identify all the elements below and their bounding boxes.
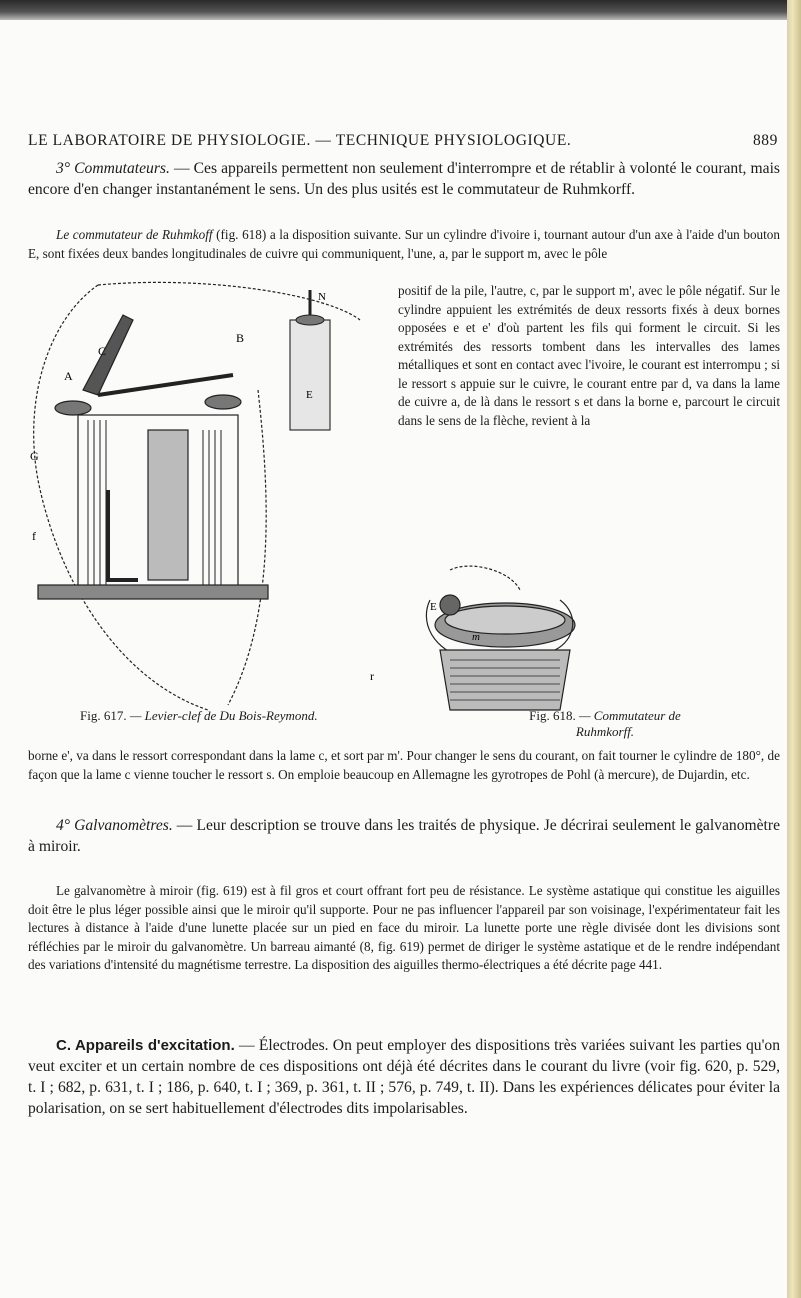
caption-fig-617-text: — Levier-clef de Du Bois-Reymond. bbox=[126, 708, 318, 723]
paragraph-ruhmkorff-end: borne e', va dans le ressort correspondant dans la lame c, et sort par m'. Pour changer le sens du courant, on fait tourner le cylindre de 180°, de façon que la lame c vienne toucher le ressort s. On emploie beaucoup en Allemagne les gyrotropes de Pohl (à mercure), de Dujardin, etc. bbox=[28, 748, 780, 782]
detail-label-e: E bbox=[306, 389, 313, 401]
binding-post bbox=[55, 401, 91, 415]
figure-617-detail bbox=[280, 280, 360, 450]
lever-handle bbox=[83, 315, 133, 395]
caption-fig-617-number: Fig. 617. bbox=[80, 708, 127, 723]
lever-arm bbox=[98, 375, 233, 395]
section-heading-excitation: C. Appareils d'excitation. bbox=[56, 1037, 235, 1054]
figure-618-illustration bbox=[410, 560, 590, 720]
paragraph-text: — Leur description se trouve dans les traités de physique. Je décrirai seulement le galvanomètre à miroir. bbox=[28, 817, 780, 855]
fig617-label-b: B bbox=[236, 331, 245, 345]
fig617-label-r: r bbox=[370, 669, 374, 683]
paragraph-ruhmkorff-start bbox=[28, 226, 780, 263]
caption-fig-618-number: Fig. 618. bbox=[529, 708, 576, 723]
fig617-label-a: A bbox=[64, 369, 73, 383]
paragraph-text: (fig. 618) a la disposition suivante. Sur un cylindre d'ivoire i, tournant autour d'un axe à l'aide d'un bouton E, sont fixées deux bandes longitudinales de cuivre qui communiquent, l'une, a, par le support m, avec le pôle bbox=[28, 227, 780, 261]
paragraph-galvanometres bbox=[28, 815, 780, 857]
section-label-commutateurs: 3° Commutateurs. bbox=[56, 160, 170, 177]
cylinder-top bbox=[445, 606, 565, 634]
lever-column bbox=[148, 430, 188, 580]
paragraph-text: — Ces appareils permettent non seulement d'interrompre et de rétablir à volonté le courant, mais encore d'en changer instantanément le sens. Un des plus usités est le commutateur de Ruhmkorff. bbox=[28, 160, 780, 198]
fig617-label-g: G bbox=[30, 449, 39, 463]
paragraph-galvanometre-miroir: Le galvanomètre à miroir (fig. 619) est à fil gros et court offrant fort peu de résistance. Le système astatique qui constitue les aiguilles doit être le plus léger possible ainsi que le miroir qu'il supporte. Pour ne pas influencer l'appareil par son voisinage, l'expérimentateur fait les lectures à distance à l'aide d'une lunette placée sur un pied en face du miroir. La lunette porte une règle divisée dont les divisions sont réfléchies par le miroir du galvanomètre. Un barreau aimanté (8, fig. 619) permet de diriger le système astatique et de le rendre indépendant des variations d'intensité du magnétisme terrestre. La disposition des aiguilles thermo-électriques a été décrite page 441. bbox=[28, 883, 780, 972]
running-title: LE LABORATOIRE DE PHYSIOLOGIE. — TECHNIQUE PHYSIOLOGIQUE. bbox=[28, 132, 572, 149]
fig617-label-c: C bbox=[98, 344, 107, 358]
section-label-galvanometres: 4° Galvanomètres. bbox=[56, 817, 173, 834]
commutator-base bbox=[440, 650, 570, 710]
fig617-label-f: f bbox=[32, 529, 36, 543]
page-number: 889 bbox=[752, 132, 778, 149]
binding-post bbox=[205, 395, 241, 409]
caption-fig-618-text: — Commutateur de bbox=[575, 708, 681, 723]
scan-top-edge bbox=[0, 0, 801, 20]
paragraph-commutateurs bbox=[28, 158, 780, 200]
fig618-label-m: m bbox=[472, 631, 480, 643]
paragraph-ruhmkorff-column: positif de la pile, l'autre, c, par le support m', avec le pôle négatif. Sur le cylindre appuient les extrémités de deux ressorts fixés à deux bornes opposées e et e' d'où partent les fils qui forment le circuit. Si les extrémités des ressorts tombent dans les intervalles des lames métalliques et sont en contact avec l'ivoire, le courant est interrompu ; si le ressort s appuie sur le cuivre, le courant entre par d, va dans la lame de cuivre a, de là dans le ressort s et dans la borne e, parcourt le circuit dans le sens de la flèche, revient à la bbox=[398, 283, 780, 428]
caption-fig-617 bbox=[80, 708, 318, 724]
detail-label-n: N bbox=[318, 291, 326, 303]
lever-base bbox=[38, 585, 268, 599]
scan-page-edge bbox=[787, 0, 801, 1298]
paragraph-appareils-excitation bbox=[28, 1035, 780, 1119]
circuit-wire bbox=[228, 390, 266, 705]
knob-e bbox=[440, 595, 460, 615]
running-header bbox=[28, 132, 778, 150]
caption-fig-618 bbox=[445, 708, 765, 740]
label-ruhmkorff: Le commutateur de Ruhmkoff bbox=[56, 227, 213, 242]
caption-fig-618-text-line2: Ruhmkorff. bbox=[575, 724, 635, 739]
paragraph-text: — Électrodes. On peut employer des dispositions très variées suivant les parties qu'on veut exciter et un certain nombre de ces dispositions ont déjà été décrites dans le courant du livre (voir fig. 620, p. 529, t. I ; 682, p. 631, t. I ; 186, p. 640, t. I ; 369, p. 361, t. II ; 576, p. 749, t. II). Dans les expériences délicates pour éviter la polarisation, on se sert habituellement d'électrodes dits impolarisables. bbox=[28, 1037, 780, 1117]
lever-foot bbox=[108, 490, 138, 580]
fig618-label-e: E bbox=[430, 601, 437, 613]
